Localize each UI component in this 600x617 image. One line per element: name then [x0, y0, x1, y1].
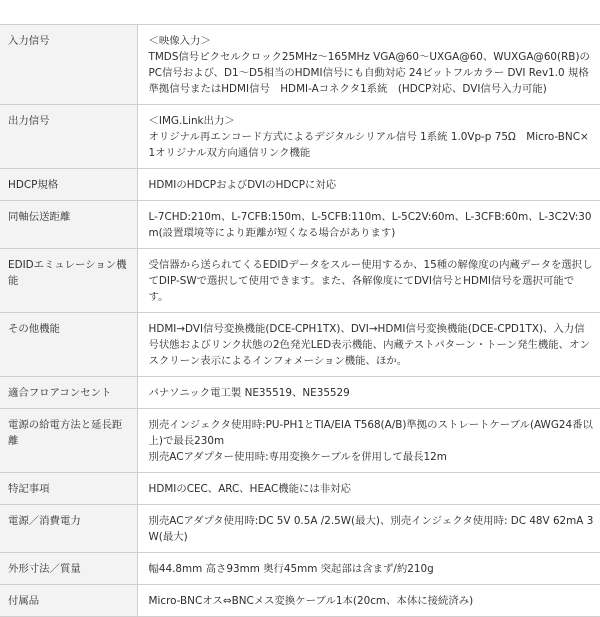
spec-value-line: オリジナル再エンコード方式によるデジタルシリアル信号 1系統 1.0Vp-p 75Ω Micro-BNC×1オリジナル双方向通信リンク機能 — [148, 131, 589, 159]
spec-label: 電源の給電方法と延長距離 — [0, 409, 137, 473]
spec-value — [137, 313, 600, 377]
spec-label: EDIDエミュレーション機能 — [0, 249, 137, 313]
spec-value-line: 幅44.8mm 高さ93mm 奥行45mm 突起部は含まず/約210g — [148, 563, 434, 575]
spec-label: 入力信号 — [0, 25, 137, 105]
spec-row-input-signal — [0, 25, 600, 105]
spec-row-notes — [0, 473, 600, 505]
spec-row-coax-distance — [0, 201, 600, 249]
spec-value-line: ＜IMG.Link出力＞ — [148, 115, 235, 127]
spec-value-line: HDMI→DVI信号変換機能(DCE-CPH1TX)、DVI→HDMI信号変換機能(DCE-CPD1TX)、入力信号状態およびリンク状態の2色発光LED表示機能、内蔵テストパターン・トーン発生機能、オンスクリーン表示によるインフォメーション機能、ほか。 — [148, 323, 590, 367]
spec-row-edid — [0, 249, 600, 313]
spec-value-line: 別売ACアダプター使用時:専用変換ケーブルを併用して最長12m — [148, 451, 447, 463]
spec-value — [137, 377, 600, 409]
spec-value — [137, 201, 600, 249]
spec-row-accessories — [0, 585, 600, 617]
spec-row-hdcp — [0, 169, 600, 201]
spec-value — [137, 25, 600, 105]
spec-value-line: HDMIのHDCPおよびDVIのHDCPに対応 — [148, 179, 337, 191]
spec-label: その他機能 — [0, 313, 137, 377]
spec-value-line: 別売インジェクタ使用時:PU-PH1とTIA/EIA T568(A/B)準拠のストレートケーブル(AWG24番以上)で最長230m — [148, 419, 593, 447]
spec-label: 電源／消費電力 — [0, 505, 137, 553]
spec-value-line: Micro-BNCオス⇔BNCメス変換ケーブル1本(20cm、本体に接続済み) — [148, 595, 474, 607]
spec-value-line: ＜映像入力＞ — [148, 35, 211, 47]
spec-label: 同軸伝送距離 — [0, 201, 137, 249]
spec-value — [137, 249, 600, 313]
spec-value-line: パナソニック電工製 NE35519、NE35529 — [148, 387, 350, 399]
spec-row-power-consumption — [0, 505, 600, 553]
spec-value-line: 別売ACアダプタ使用時:DC 5V 0.5A /2.5W(最大)、別売インジェクタ使用時: DC 48V 62mA 3W(最大) — [148, 515, 594, 543]
spec-label: 適合フロアコンセント — [0, 377, 137, 409]
spec-row-floor-outlet — [0, 377, 600, 409]
spec-row-power-supply — [0, 409, 600, 473]
spec-label: 特記事項 — [0, 473, 137, 505]
spec-label: 出力信号 — [0, 105, 137, 169]
spec-value-line: L-7CHD:210m、L-7CFB:150m、L-5CFB:110m、L-5C2V:60m、L-3CFB:60m、L-3C2V:30m(設置環境等により距離が短くなる場合があります) — [148, 211, 592, 239]
spec-value-line: HDMIのCEC、ARC、HEAC機能には非対応 — [148, 483, 351, 495]
spec-label: 付属品 — [0, 585, 137, 617]
spec-value-line: 受信器から送られてくるEDIDデータをスルー使用するか、15種の解像度の内蔵データを選択してDIP-SWで選択して使用できます。また、各解像度にてDVI信号とHDMI信号を選択可能です。 — [148, 259, 593, 303]
spec-value — [137, 105, 600, 169]
spec-label: HDCP規格 — [0, 169, 137, 201]
spec-value — [137, 409, 600, 473]
spec-label: 外形寸法／質量 — [0, 553, 137, 585]
spec-row-output-signal — [0, 105, 600, 169]
spec-value — [137, 169, 600, 201]
spec-table — [0, 24, 600, 617]
spec-row-other-features — [0, 313, 600, 377]
spec-value — [137, 553, 600, 585]
spec-value — [137, 505, 600, 553]
spec-value-line: TMDS信号ピクセルクロック25MHz～165MHz VGA@60～UXGA@60、WUXGA@60(RB)のPC信号および、D1～D5相当のHDMI信号にも自動対応 24ビットフルカラー DVI Rev1.0 規格準拠信号またはHDMI信号 HDMI-Aコネクタ1系統 (HDCP対応、DVI信号入力可能) — [148, 51, 590, 95]
spec-row-dimensions — [0, 553, 600, 585]
spec-value — [137, 473, 600, 505]
spec-value — [137, 585, 600, 617]
